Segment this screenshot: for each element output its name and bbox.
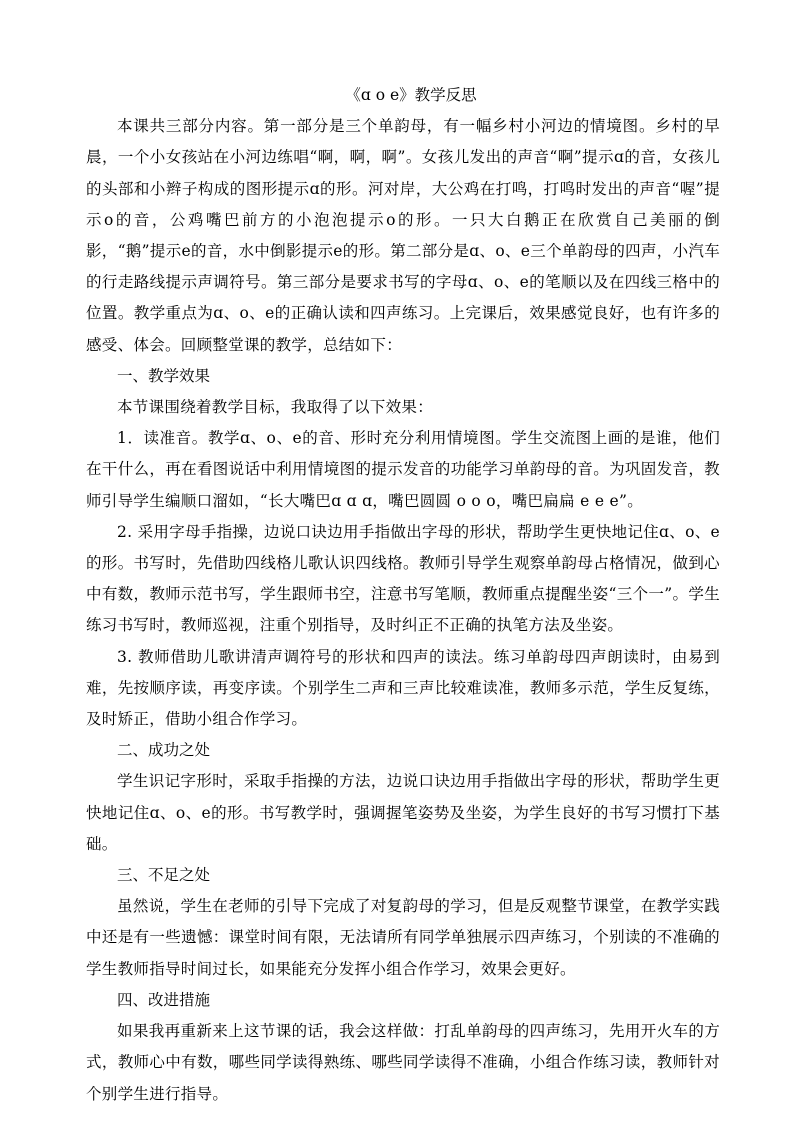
shortcomings-paragraph: 虽然说，学生在老师的引导下完成了对复韵母的学习，但是反观整节课堂，在教学实践中还是有一些遗憾：课堂时间有限，无法请所有同学单独展示四声练习，个别读的不准确的学生教师指导时间过长，如果能充分发挥小组合作学习，效果会更好。 bbox=[86, 897, 720, 978]
section-heading-teaching-effect: 一、教学效果 bbox=[117, 366, 211, 385]
effect-item-1: 1．读准音。教学ɑ、o、e的音、形时充分利用情境图。学生交流图上画的是谁，他们在干什么，再在看图说话中利用情境图的提示发音的功能学习单韵母的音。为巩固发音，教师引导学生编顺口溜如，“长大嘴巴ɑ ɑ ɑ，嘴巴圆圆 o o o，嘴巴扁扁 e e e”。 bbox=[86, 429, 720, 510]
section-heading-successes: 二、成功之处 bbox=[117, 741, 211, 760]
improvements-paragraph: 如果我再重新来上这节课的话，我会这样做：打乱单韵母的四声练习，先用开火车的方式，教师心中有数，哪些同学读得熟练、哪些同学读得不准确，小组合作练习读，教师针对个别学生进行指导。 bbox=[86, 1022, 720, 1103]
intro-paragraph: 本课共三部分内容。第一部分是三个单韵母，有一幅乡村小河边的情境图。乡村的早晨，一个小女孩站在小河边练唱“啊，啊，啊”。女孩儿发出的声音“啊”提示ɑ的音，女孩儿的头部和小辫子构成的图形提示ɑ的形。河对岸，大公鸡在打鸣，打鸣时发出的声音“喔”提示o的音，公鸡嘴巴前方的小泡泡提示o的形。一只大白鹅正在欣赏自己美丽的倒影，“鹅”提示e的音，水中倒影提示e的形。第二部分是ɑ、o、e三个单韵母的四声，小汽车的行走路线提示声调符号。第三部分是要求书写的字母ɑ、o、e的笔顺以及在四线三格中的位置。教学重点为ɑ、o、e的正确认读和四声练习。上完课后，效果感觉良好，也有许多的感受、体会。回顾整堂课的教学，总结如下： bbox=[86, 117, 720, 354]
document-title: 《ɑ o e》教学反思 bbox=[345, 86, 477, 104]
successes-paragraph: 学生识记字形时，采取手指操的方法，边说口诀边用手指做出字母的形状，帮助学生更快地记住ɑ、o、e的形。书写教学时，强调握笔姿势及坐姿，为学生良好的书写习惯打下基础。 bbox=[86, 772, 720, 853]
section-heading-shortcomings: 三、不足之处 bbox=[117, 866, 211, 885]
effect-item-2: 2. 采用字母手指操，边说口诀边用手指做出字母的形状，帮助学生更快地记住ɑ、o、e的形。书写时，先借助四线格儿歌认识四线格。教师引导学生观察单韵母占格情况，做到心中有数，教师示范书写，学生跟师书空，注意书写笔顺，教师重点提醒坐姿“三个一”。学生练习书写时，教师巡视，注重个别指导，及时纠正不正确的执笔方法及坐姿。 bbox=[86, 522, 720, 635]
document-body bbox=[86, 80, 720, 1110]
section-heading-improvements: 四、改进措施 bbox=[117, 990, 211, 1009]
effect-item-3: 3. 教师借助儿歌讲清声调符号的形状和四声的读法。练习单韵母四声朗读时，由易到难，先按顺序读，再变序读。个别学生二声和三声比较难读准，教师多示范，学生反复练，及时矫正，借助小组合作学习。 bbox=[86, 647, 720, 729]
section1-lead-paragraph: 本节课围绕着教学目标，我取得了以下效果： bbox=[117, 398, 434, 417]
